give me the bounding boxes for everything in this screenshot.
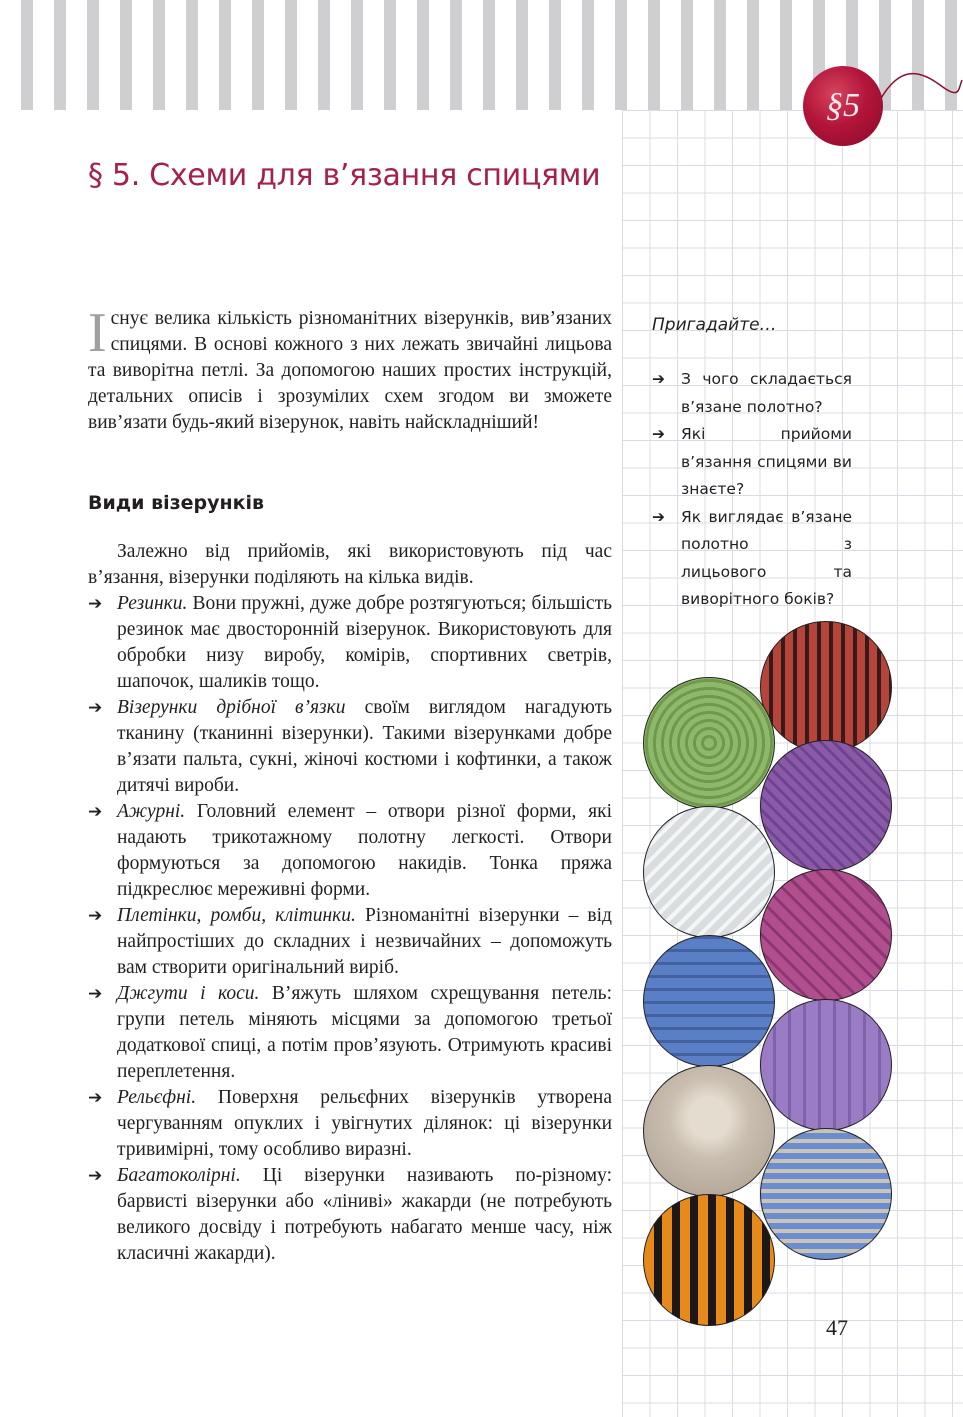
list-item (88, 695, 612, 799)
basketweave-swatch (643, 935, 775, 1067)
question-text: Як виглядає в’язане полотно з лицьового та виворітного боків? (681, 507, 852, 608)
list-item-text: Головний елемент – отвори різної форми, які надають трикотажному полотну легкості. Отвори формуються за допомогою накидів. Тонка пряжа підкреслює мереживні форми. (117, 801, 612, 900)
list-item-term: Рельєфні. (117, 1087, 197, 1108)
list-item (88, 591, 612, 695)
list-item (88, 1085, 612, 1163)
jacquard-swatch (643, 1194, 775, 1326)
list-item (88, 903, 612, 981)
multicolor-stripe-swatch (760, 1128, 892, 1260)
arrow-icon: ➔ (88, 1088, 103, 1108)
arrow-icon: ➔ (652, 425, 665, 443)
list-item (88, 981, 612, 1085)
arrow-icon: ➔ (88, 594, 103, 614)
list-item-text: В’яжуть шляхом схрещування петель: групи петель міняють місцями за допомогою третьої додаткової спиці, а потім пров’язують. Отримують красиві переплетення. (117, 983, 612, 1082)
list-item (88, 1163, 612, 1267)
list-item-text: Ці візерунки називають по-різному: барвисті візерунки або «ліниві» жакарди (не потребують великого досвіду і потребують набагато менше часу, ніж класичні жакарди). (117, 1165, 612, 1264)
arrow-icon: ➔ (88, 698, 103, 718)
intro-paragraph (88, 302, 612, 436)
list-item-text: Вони пружні, дуже добре розтягуються; більшість резинок має двосторонній візерунок. Використовують для обробки низу виробу, комірів, спортивних светрів, шапочок, шаликів тощо. (117, 593, 612, 692)
diamond-swatch (760, 869, 892, 1001)
list-item-term: Багатоколірні. (117, 1165, 241, 1186)
list-item-term: Візерунки дрібної в’язки (117, 697, 346, 718)
rib-swatch (760, 621, 892, 753)
relief-owl-swatch (643, 1065, 775, 1197)
question-text: З чого складається в’язане полотно? (681, 370, 852, 416)
question-item (652, 421, 852, 504)
section-badge-label: §5 (826, 87, 860, 124)
sidebar-title: Пригадайте… (652, 315, 777, 335)
cable-swatch (760, 999, 892, 1131)
pattern-list (88, 591, 612, 1267)
list-item-term: Ажурні. (117, 801, 186, 822)
page-number: 47 (826, 1315, 848, 1340)
arrow-icon: ➔ (88, 802, 103, 822)
list-item-term: Джгути і коси. (117, 983, 260, 1004)
section-heading: Види візерунків (88, 492, 265, 514)
list-item (88, 799, 612, 903)
list-item-text: Різноманітні візерунки – від найпростіших до складних і незвичайних – допоможуть вам створити оригінальний виріб. (117, 905, 612, 978)
question-text: Які прийоми в’язання спицями ви знаєте? (681, 425, 852, 498)
list-item-term: Резинки. (117, 593, 188, 614)
section-badge (803, 66, 883, 146)
pattern-types (88, 539, 612, 1267)
green-texture-swatch (643, 677, 775, 809)
drop-cap: І (88, 302, 107, 364)
list-item-term: Плетінки, ромби, клітинки. (117, 905, 356, 926)
question-item (652, 366, 852, 421)
list-item-text: своїм виглядом нагадують тканину (тканинні візерунки). Такими візерунками добре в’язати пальта, сукні, жіночі костюми і кофтинки, а також дитячі вироби. (117, 697, 612, 796)
sidebar-questions (652, 366, 852, 614)
question-item (652, 504, 852, 614)
page-title: § 5. Схеми для в’язання спицями (88, 158, 601, 193)
arrow-icon: ➔ (88, 984, 103, 1004)
arrow-icon: ➔ (652, 507, 665, 526)
list-item-text: Поверхня рельєфних візерунків утворена чергуванням опуклих і увігнутих ділянок: ці візерунки тривимірні, тому особливо виразні. (117, 1087, 612, 1160)
section-lead: Залежно від прийомів, які використовують під час в’язання, візерунки поділяють на кілька видів. (88, 541, 612, 588)
arrow-icon: ➔ (652, 370, 665, 388)
arrow-icon: ➔ (88, 906, 103, 926)
lace-swatch (643, 806, 775, 938)
arrow-icon: ➔ (88, 1166, 103, 1186)
purple-texture-swatch (760, 740, 892, 872)
intro-text: снує велика кількість різноманітних візерунків, вив’язаних спицями. В основі кожного з них лежать звичайні лицьова та виворітна петлі. За допомогою наших простих інструкцій, детальних описів і зрозумілих схем згодом ви зможете вив’язати будь-який візерунок, навіть найскладніший! (88, 308, 612, 433)
